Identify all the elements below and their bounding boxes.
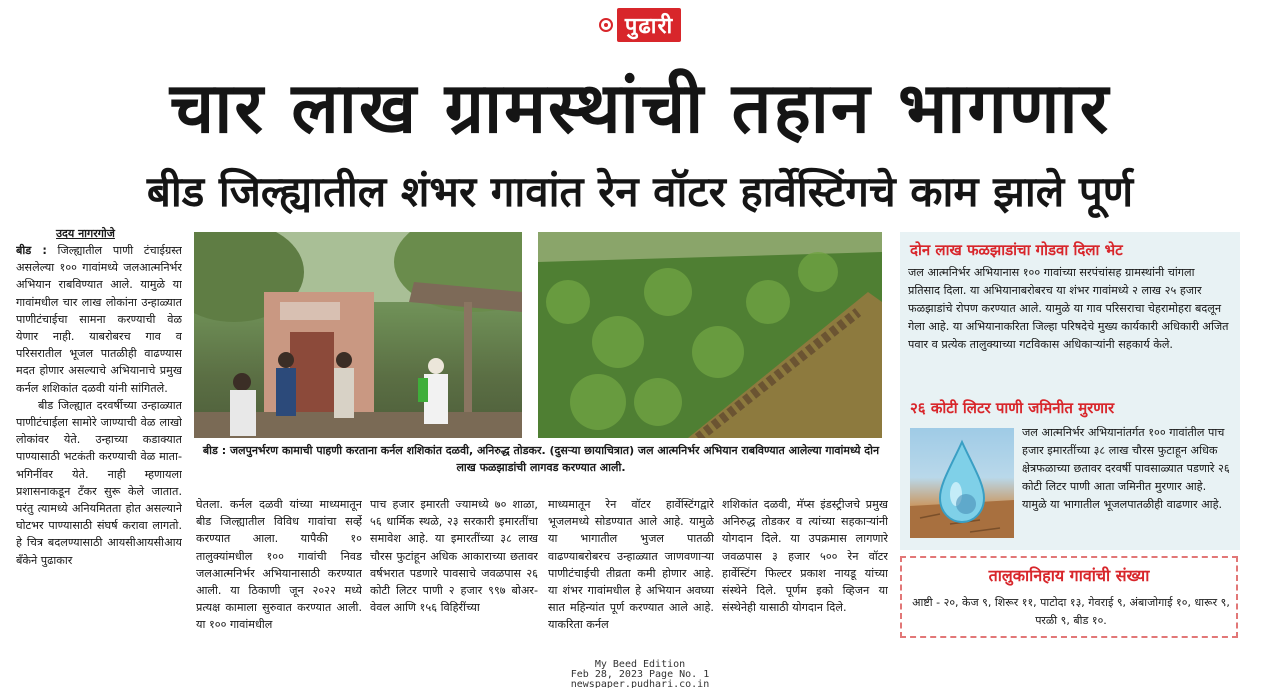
article-column-2: घेतला. कर्नल दळवी यांच्या माध्यमातून बीड जिल्ह्यातील विविध गावांचा सर्व्हे करण्यात आला. यापैकी १० तालुक्यांमधील १०० गावांची निवड जलआत्मनिर्भर अभियानासाठी करण्यात आली. या ठिकाणी जून २०२२ मध्ये प्रत्यक्ष कामाला सुरुवात करण्यात आली. या १०० गावांमधील [196, 498, 362, 632]
article-column-3: पाच हजार इमारती ज्यामध्ये ७० शाळा, ५६ धार्मिक स्थळे, २३ सरकारी इमारतींचा समावेश आहे. या इमारतींच्या ३८ लाख चौरस फुटांहून अधिक आकाराच्या छतावर वर्षभरात पडणारे पावसाचे जवळपास २६ कोटी लिटर पाणी २ हजार ९९७ बोअर-वेवल आणि १५६ विहिरींच्या [370, 498, 538, 615]
water-drop-icon [910, 428, 1014, 538]
date-page: Feb 28, 2023 Page No. 1 [570, 669, 710, 680]
logo-text: पुढारी [617, 8, 681, 42]
plantation-photo [538, 232, 882, 438]
inspection-photo [194, 232, 522, 438]
sidebar-text-fruit-trees: जल आत्मनिर्भर अभियानास १०० गावांच्या सरपंचांसह ग्रामस्थांनी चांगला प्रतिसाद दिला. या अभियानाबरोबरच या शंभर गावांमध्ये २ लाख २५ हजार फळझाडांचे रोपण करण्यात आले. यामुळे या गाव परिसराचा चेहरामोहरा बदलून गेला आहे. या अभियानाकरिता जिल्हा परिषदेचे मुख्य कार्यकारी अधिकारी अजित पवार व प्रत्येक तालुक्याच्या गटविकास अधिकाऱ्यांनी सहकार्य केले. [908, 266, 1229, 351]
sidebar-title-water: २६ कोटी लिटर पाणी जमिनीत मुरणार [910, 399, 1115, 417]
sidebar-text-water: जल आत्मनिर्भर अभियानांतर्गत १०० गावांतील पाच हजार इमारतींच्या ३८ लाख चौरस फुटाहून अधिक क्षेत्रफळाच्या छतावर दरवर्षी पावसाळ्यात पडणारे २६ कोटी लिटर पाणी आता जमिनीत मुरणार आहे. यामुळे या भागातील भूजलपातळीही वाढणार आहे. [1022, 426, 1230, 511]
photo-caption: बीड : जलपुनर्भरण कामाची पाहणी करताना कर्नल शशिकांत दळवी, अनिरुद्ध तोडकर. (दुसऱ्या छायाचित्रात) जल आत्मनिर्भर अभियान राबविण्यात आलेल्या गावांमध्ये दोन लाख फळझाडांची लागवड करण्यात आली. [202, 444, 880, 474]
district-count-title: तालुकानिहाय गावांची संख्या [988, 566, 1150, 585]
main-headline: चार लाख ग्रामस्थांची तहान भागणार [169, 67, 1111, 149]
sidebar-title-fruit-trees: दोन लाख फळझाडांचा गोडवा दिला भेट [910, 241, 1123, 259]
logo-emblem-icon [599, 18, 613, 32]
district-count-text: आष्टी - २०, केज ९, शिरूर ११, पाटोदा १३, गेवराई ९, अंबाजोगाई १०, धारूर ९, परळी ९, बीड १०. [912, 596, 1230, 627]
article-paragraph-2: बीड जिल्ह्यात दरवर्षीच्या उन्हाळ्यात पाणीटंचाईला सामोरे जाण्याची वेळ लाखो लोकांवर येते. उन्हाच्या कडाक्यात पाण्यासाठी भटकंती करण्याची वेळ माता-भगिनींवर येते. नाही म्हणायला प्रशासनाकडून टँकर सुरू केले जातात. परंतु त्यामध्ये अनियमितता होत असल्याने घोटभर पाण्यासाठी संघर्ष करावा लागतो. हे चित्र बदलण्यासाठी आयसीआयसीआय बँकेने पुढाकार [16, 398, 182, 567]
dateline: बीड : [16, 244, 47, 257]
source-url[interactable]: newspaper.pudhari.co.in [570, 679, 710, 688]
pudhari-logo[interactable] [599, 8, 681, 42]
article-column-4: माध्यमातून रेन वॉटर हार्वेस्टिंगद्वारे भूजलमध्ये सोडण्यात आले आहे. यामुळे या भागातील भुजल पातळी वाढण्याबरोबरच उन्हाळ्यात जाणवणाऱ्या पाणीटंचाईची तीव्रता कमी होणार आहे. या शंभर गावांमधील हे अभियान अवघ्या सात महिन्यांत पूर्ण करण्यात आले आहे. याकरिता कर्नल [548, 498, 714, 632]
edition-name: My Beed Edition [594, 659, 686, 670]
water-drop-image [910, 428, 1014, 538]
sub-headline: बीड जिल्ह्यातील शंभर गावांत रेन वॉटर हार्वेस्टिंगचे काम झाले पूर्ण [146, 167, 1134, 216]
paragraph-1-text: जिल्ह्यातील पाणी टंचाईग्रस्त असलेल्या १०० गावांमध्ये जलआत्मनिर्भर अभियान राबविण्यात आले. यामुळे या गावांमधील चार लाख लोकांना उन्हाळ्यात पाणीटंचाईचा सामना करण्याची वेळ येणार नाही. याबरोबरच गाव व परिसरातील भूजल पातळीही वाढण्यास मदत होणार असल्याचे अभियानाचे प्रमुख कर्नल शशिकांत दळवी यांनी सांगितले. [16, 244, 182, 395]
article-paragraph-1 [16, 242, 182, 397]
article-column-1 [16, 242, 182, 644]
plantation-photo-illustration [538, 232, 882, 438]
masthead [0, 6, 1280, 50]
page-footer [0, 660, 1280, 688]
article-column-5: शशिकांत दळवी, मॅप्स इंडस्ट्रीजचे प्रमुख अनिरुद्ध तोडकर व त्यांच्या सहकाऱ्यांनी योगदान दिले. या उपक्रमास लागणारे जवळपास ३ हजार ५०० रेन वॉटर हार्वेस्टिंग फिल्टर प्रकाश नायडू यांच्या संस्थेने दिले. पूर्णम इको व्हिजन या संस्थेनेही यासाठी योगदान दिले. [722, 498, 888, 615]
inspection-photo-illustration [194, 232, 522, 438]
byline: उदय नागरगोजे [56, 227, 115, 240]
